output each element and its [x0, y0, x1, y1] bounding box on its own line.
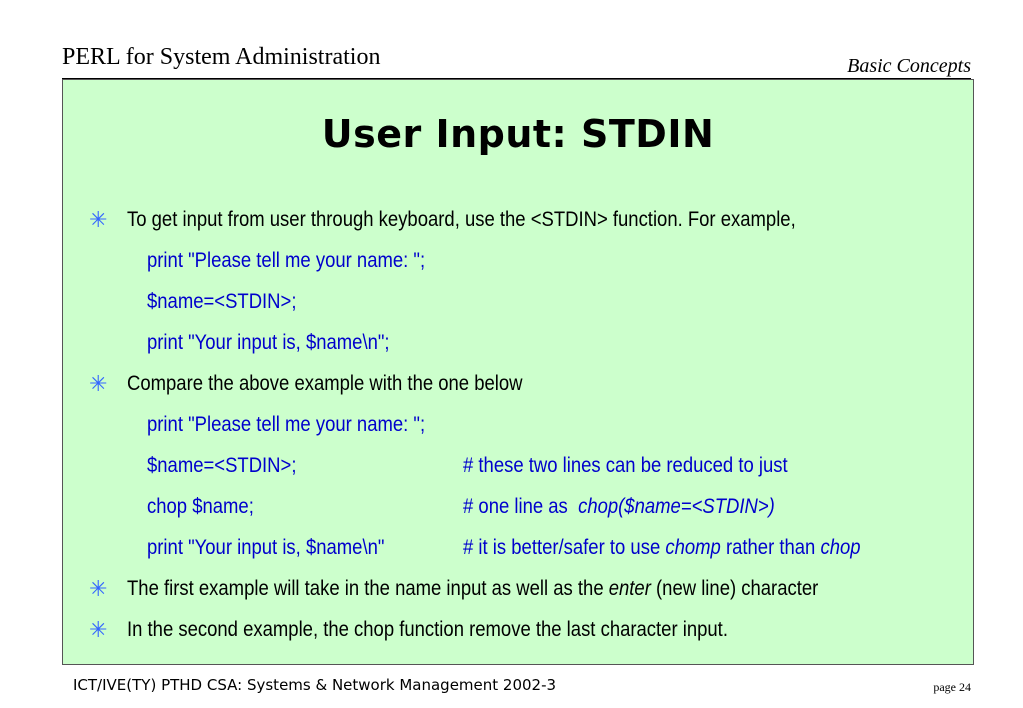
code-comment-text: # one line as: [463, 495, 579, 518]
code-line: $name=<STDIN>;: [147, 290, 297, 313]
bullet-text-3-part: The first example will take in the name input as well as the: [127, 577, 609, 600]
asterisk-bullet-icon: ✳: [89, 617, 108, 642]
slide-content-box: [62, 79, 974, 665]
footer-course-label: ICT/IVE(TY) PTHD CSA: Systems & Network Management 2002-3: [73, 676, 557, 694]
header-section-label: Basic Concepts: [847, 55, 971, 77]
code-line: print "Please tell me your name: ";: [147, 249, 426, 272]
footer-page-number: page 24: [933, 680, 971, 694]
bullet-text-3-emphasis: enter: [608, 577, 651, 600]
code-comment: # these two lines can be reduced to just: [463, 454, 788, 477]
code-line: print "Your input is, $name\n";: [147, 331, 390, 354]
code-comment-text: rather than: [720, 536, 821, 559]
header-title: PERL for System Administration: [62, 44, 381, 70]
asterisk-bullet-icon: ✳: [89, 371, 108, 396]
code-comment-emphasis: chop($name=<STDIN>): [578, 495, 775, 518]
bullet-text-3-part: (new line) character: [650, 577, 819, 600]
bullet-text-4: In the second example, the chop function remove the last character input.: [127, 618, 728, 641]
code-comment: [463, 494, 775, 520]
bullet-text-3: [127, 576, 818, 602]
slide-title: User Input: STDIN: [321, 112, 715, 156]
code-line: print "Please tell me your name: ";: [147, 413, 426, 436]
code-comment-emphasis: chomp: [665, 536, 721, 559]
code-line: chop $name;: [147, 495, 254, 518]
code-comment-text: # it is better/safer to use: [463, 536, 666, 559]
code-comment-emphasis: chop: [820, 536, 861, 559]
bullet-text-2: Compare the above example with the one below: [127, 372, 523, 395]
code-line: print "Your input is, $name\n": [147, 536, 385, 559]
code-comment: [463, 535, 861, 561]
bullet-text-1: To get input from user through keyboard, use the <STDIN> function. For example,: [127, 208, 796, 231]
asterisk-bullet-icon: ✳: [89, 576, 108, 601]
code-line: $name=<STDIN>;: [147, 454, 297, 477]
asterisk-bullet-icon: ✳: [89, 207, 108, 232]
